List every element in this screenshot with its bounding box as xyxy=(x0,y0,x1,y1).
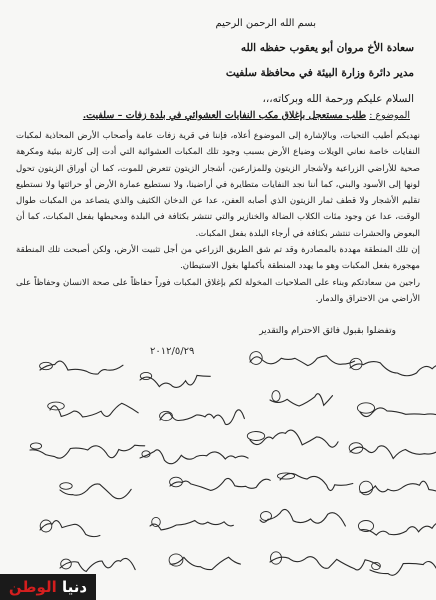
signature-flourish xyxy=(357,403,374,413)
signature-scribble xyxy=(140,450,248,464)
body-paragraph-2: إن تلك المنطقة مهددة بالمصادرة وقد تم شق الطريق الزراعي من أجل تثبيت الأرض، ولكن أصبحت تلك المنطقة مهجورة بفعل المكبات وهو ما يهدد المنطقة بأكملها بغول الاستيطان. xyxy=(16,245,420,272)
signature-scribble xyxy=(40,361,123,374)
closing-line: وتفضلوا بقبول فائق الاحترام والتقدير xyxy=(259,326,396,336)
signature-scribble xyxy=(360,481,436,493)
subject-label: الموضوع : xyxy=(369,110,410,121)
signature-scribble xyxy=(40,521,100,537)
watermark-logo xyxy=(0,574,96,600)
signature-flourish xyxy=(140,372,151,379)
signature-scribble xyxy=(60,484,131,499)
watermark-part1: دنيا xyxy=(61,578,88,596)
signature-scribble xyxy=(150,521,233,530)
signature-scribble xyxy=(50,403,138,417)
letter-body xyxy=(16,128,420,307)
signature-scribble xyxy=(260,509,345,526)
signature-date: ٢٠١٢/٥/٢٩ xyxy=(150,346,195,357)
signature-scribble xyxy=(350,362,436,376)
body-paragraph-3: راجين من سعادتكم وبناء على الصلاحيات المخولة لكم بإغلاق المكبات فوراً حفاظاً على صحة الانسان وحفاظاً على الأراضي من الاحتراق والدمار. xyxy=(16,277,420,304)
signature-scribble xyxy=(360,408,436,420)
signature-flourish xyxy=(30,443,41,449)
signature-flourish xyxy=(60,483,72,490)
handwritten-signatures xyxy=(0,340,436,600)
signature-area xyxy=(0,340,436,600)
body-paragraph-1: نهديكم أطيب التحيات، وبالإشارة إلى الموضوع أعلاه، فإننا في قرية زفات عامة وأصحاب الأرض المحاذية لمكبات النفايات خاصة نعاني الويلات وضياع الأرض بسبب وجود تلك المكبات العشوائية التي أدت إلى كارثة بيئية ومكرهة صحية للأراضي الزراعية ولأشجار الزيتون وللمزارعين، أشجار الزيتون تتعرض للموت، كما أن أوراق الزيتون تحول لونها إلى الأسود والبني، كما أننا نجد النفايات متطايرة في أراضينا، ولا نستطيع عمارة الأرض أو حراثتها ولا نستطيع تقليم الأشجار ولا قطف ثمار الزيتون الذي أصابه العفن، عدا عن الدخان الكثيف والذي يتصاعد من المكبات طوال الوقت، عدا عن وجود مئات الكلاب الضالة والخنازير والتي تنتشر بكثافة في البلدة ومحيطها بفعل المكبات، كما أن البعوض والحشرات تنتشر بكثافة في أرجاء البلدة بفعل المكبات. xyxy=(16,131,420,239)
signature-flourish xyxy=(152,517,161,526)
subject-line xyxy=(30,110,410,121)
signature-flourish xyxy=(277,473,294,479)
signature-flourish xyxy=(261,512,272,521)
signature-scribble xyxy=(280,473,353,490)
signature-flourish xyxy=(247,432,264,441)
signature-flourish xyxy=(272,391,280,402)
signature-scribble xyxy=(250,356,355,366)
signature-flourish xyxy=(40,520,52,532)
signature-scribble xyxy=(140,375,210,387)
greeting: السلام عليكم ورحمة الله وبركاته،،، xyxy=(262,93,414,105)
subject-text: طلب مستعجل بإغلاق مكب النفايات العشوائي في بلدة زفات – سلفيت. xyxy=(82,110,367,121)
basmala: بسم الله الرحمن الرحيم xyxy=(215,18,316,29)
addressee-position: مدير دائرة وزارة البيئة في محافظة سلفيت xyxy=(225,67,414,79)
signature-scribble xyxy=(360,522,436,536)
addressee: سعادة الأخ مروان أبو يعقوب حفظه الله xyxy=(240,42,414,54)
signature-scribble xyxy=(170,478,270,490)
signature-scribble xyxy=(30,445,145,458)
watermark-part2: الوطن xyxy=(8,578,57,596)
signature-scribble xyxy=(270,557,380,570)
signature-scribble xyxy=(170,557,240,569)
